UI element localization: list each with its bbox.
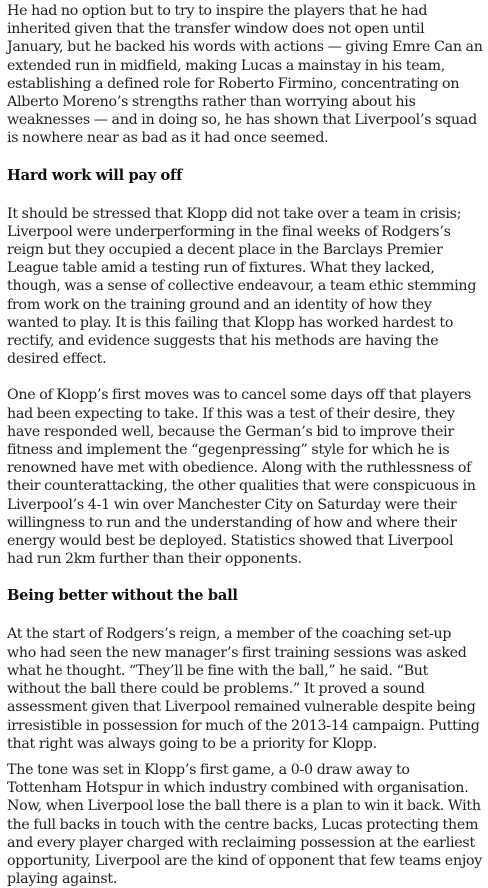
- section-heading-hard-work: Hard work will pay off: [7, 166, 183, 184]
- article-paragraph-2: It should be stressed that Klopp did not take over a team in crisis; Liverpool were underperforming in the final weeks of Rodgers’s reign but they occupied a decent place in the Barclays Premier League table amid a testing run of fixtures. What they lacked, though, was a sense of collective endeavour, a team ethic stemming from work on the training ground and an identity of how they wanted to play. It is this failing that Klopp has worked hardest to rectify, and evidence suggests that his methods are having the desired effect.: [7, 205, 477, 368]
- section-heading-without-ball: Being better without the ball: [7, 587, 238, 605]
- article-paragraph-4: At the start of Rodgers’s reign, a member of the coaching set-up who had seen the new manager’s first training sessions was asked what he thought. “They’ll be fine with the ball,” he said. “But without the ball there could be problems.” It proved a sound assessment given that Liverpool remained vulnerable despite being irresistible in possession for much of the 2013-14 campaign. Putting that right was always going to be a priority for Klopp.: [7, 626, 480, 752]
- article-paragraph-1: He had no option but to try to inspire the players that he had inherited given that the transfer window does not open until January, but he backed his words with actions — giving Emre Can an extended run in midfield, making Lucas a mainstay in his team, establishing a defined role for Roberto Firmino, concentrating on Alberto Moreno’s strengths rather than worrying about his weaknesses — and in doing so, he has shown that Liverpool’s squad is nowhere near as bad as it had once seemed.: [7, 3, 483, 147]
- article-paragraph-5: The tone was set in Klopp’s first game, a 0-0 draw away to Tottenham Hotspur in which industry combined with organisation. Now, when Liverpool lose the ball there is a plan to win it back. With the full backs in touch with the centre backs, Lucas protecting them and every player charged with reclaiming possession at the earliest opportunity, Liverpool are the kind of opponent that few teams enjoy playing against.: [7, 761, 483, 888]
- article-body: [7, 2, 483, 888]
- article-paragraph-3: One of Klopp’s first moves was to cancel some days off that players had been expecting to take. If this was a test of their desire, they have responded well, because the German’s bid to improve their fitness and implement the “gegenpressing” style for which he is renowned have met with obedience. Along with the ruthlessness of their counterattacking, the other qualities that were conspicuous in Liverpool’s 4-1 win over Manchester City on Saturday were their willingness to run and the understanding of how and where their energy would best be deployed. Statistics showed that Liverpool had run 2km further than their opponents.: [7, 387, 476, 568]
